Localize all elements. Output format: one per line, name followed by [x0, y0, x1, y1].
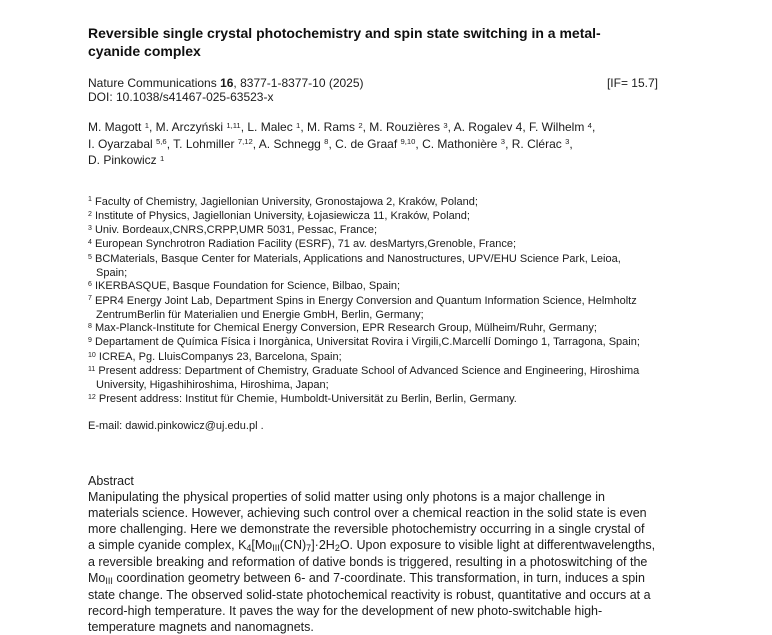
affiliation-number: 7: [88, 295, 92, 303]
affiliation-line: ZentrumBerlin für Materialien und Energie GmbH, Berlin, Germany;: [96, 308, 424, 321]
affiliation-number: 9: [88, 337, 92, 345]
abstract-text-line: a simple cyanide complex, $K_4[Mo_{III}(CN)_7]\cdot 2H_2O$. Upon exposure to visible light at differentwavelengths,: [88, 537, 656, 553]
author-line: I. Oyarzabal $^{5,6}$, T. Lohmiller $^{7,12}$, A. Schnegg $^8$, C. de Graaf $^{9,10}$, C. Mathonière $^3$, R. Clérac $^3$,: [88, 136, 573, 151]
impact-factor: [IF= 15.7]: [606, 76, 658, 90]
doi: DOI: 10.1038/s41467-025-63523-x: [88, 90, 274, 104]
affiliation-number: 10: [88, 351, 96, 359]
affiliation-number: 11: [88, 365, 96, 373]
affiliation-number: 12: [88, 393, 96, 401]
affiliation-line: Spain;: [96, 266, 128, 279]
journal-volume: 16: [220, 76, 234, 90]
affiliation-number: 4: [88, 239, 92, 247]
affiliation-line: $^6$ IKERBASQUE, Basque Foundation for Science, Bilbao, Spain;: [88, 280, 401, 293]
affiliation-number: 6: [88, 281, 92, 289]
paper-title: [88, 24, 688, 60]
journal-row: [88, 76, 688, 90]
affiliation-line: $^3$ Univ. Bordeaux,CNRS,CRPP,UMR 5031, Pessac, France;: [88, 224, 378, 237]
abstract-text-line: a reversible breaking and reformation of dative bonds is triggered, resulting in a photoswitching of the: [88, 554, 648, 569]
affiliation-line: $^{12}$ Present address: Institut für Chemie, Humboldt-Universität zu Berlin, Berlin, Germany.: [88, 392, 517, 405]
abstract-text-line: record-high temperature. It paves the way for the development of new photo-switchable high-: [88, 603, 603, 618]
affiliation-line: $^4$ European Synchrotron Radiation Facility (ESRF), 71 av. desMartyrs,Grenoble, France;: [88, 238, 517, 251]
journal-name: Nature Communications: [88, 76, 217, 90]
affiliation-number: 5: [88, 253, 92, 261]
abstract-text-line: more challenging. Here we demonstrate the reversible photochemistry occurring in a single crystal of: [88, 521, 645, 536]
affiliations-list: [88, 196, 688, 407]
affiliation-number: 2: [88, 210, 92, 218]
email-line: E-mail: dawid.pinkowicz@uj.edu.pl .: [88, 419, 264, 432]
abstract-text-line: materials science. However, achieving such control over a chemical reaction in the solid state is even: [88, 505, 647, 520]
abstract-text-line: Manipulating the physical properties of solid matter using only photons is a major challenge in: [88, 489, 605, 504]
affiliation-line: $^9$ Departament de Química Física i Inorgànica, Universitat Rovira i Virgili,C.Marcellí Domingo 1, Tarragona, Spain;: [88, 336, 640, 349]
affiliation-line: $^2$ Institute of Physics, Jagiellonian University, Łojasiewicza 11, Kraków, Poland;: [88, 209, 470, 222]
paper-title-line: Reversible single crystal photochemistry and spin state switching in a metal-: [88, 25, 601, 41]
abstract-body: [88, 489, 688, 635]
journal-pages-year: , 8377-1-8377-10 (2025): [233, 76, 364, 90]
affiliation-number: 8: [88, 323, 92, 331]
abstract-heading: Abstract: [88, 473, 134, 488]
authors-block: [88, 120, 688, 170]
affiliation-line: $^{11}$ Present address: Department of Chemistry, Graduate School of Advanced Science and Engineering, Hiroshima: [88, 365, 640, 378]
affiliation-line: $^8$ Max-Planck-Institute for Chemical Energy Conversion, EPR Research Group, Mülheim/Ruhr, Germany;: [88, 322, 597, 335]
abstract-text-line: temperature magnets and nanomagnets.: [88, 619, 314, 634]
abstract-text-line: state change. The observed solid-state photochemical reactivity is robust, quantitative and occurs at a: [88, 587, 651, 602]
abstract-text-line: $Mo_{III}$ coordination geometry between 6- and 7-coordinate. This transformation, in turn, induces a spin: [88, 570, 645, 586]
paper-title-line: cyanide complex: [88, 43, 201, 59]
affiliation-line: $^1$ Faculty of Chemistry, Jagiellonian University, Gronostajowa 2, Kraków, Poland;: [88, 195, 478, 208]
affiliation-line: $^{10}$ ICREA, Pg. LluisCompanys 23, Barcelona, Spain;: [88, 350, 342, 363]
author-line: D. Pinkowicz $^1$: [88, 153, 165, 167]
affiliation-number: 1: [88, 196, 92, 204]
affiliation-number: 3: [88, 224, 92, 232]
affiliation-line: University, Higashihiroshima, Hiroshima, Japan;: [96, 379, 329, 392]
affiliation-line: $^5$ BCMaterials, Basque Center for Materials, Applications and Nanostructures, UPV/EHU Science Park, Leioa,: [88, 252, 621, 265]
affiliation-line: $^7$ EPR4 Energy Joint Lab, Department Spins in Energy Conversion and Quantum Information Science, Helmholtz: [88, 294, 637, 307]
journal-reference: [88, 76, 364, 90]
author-line: M. Magott $^1$, M. Arczyński $^{1,11}$, L. Malec $^1$, M. Rams $^2$, M. Rouzières $^3$, A. Rogalev 4, F. Wilhelm $^4$,: [88, 120, 596, 134]
